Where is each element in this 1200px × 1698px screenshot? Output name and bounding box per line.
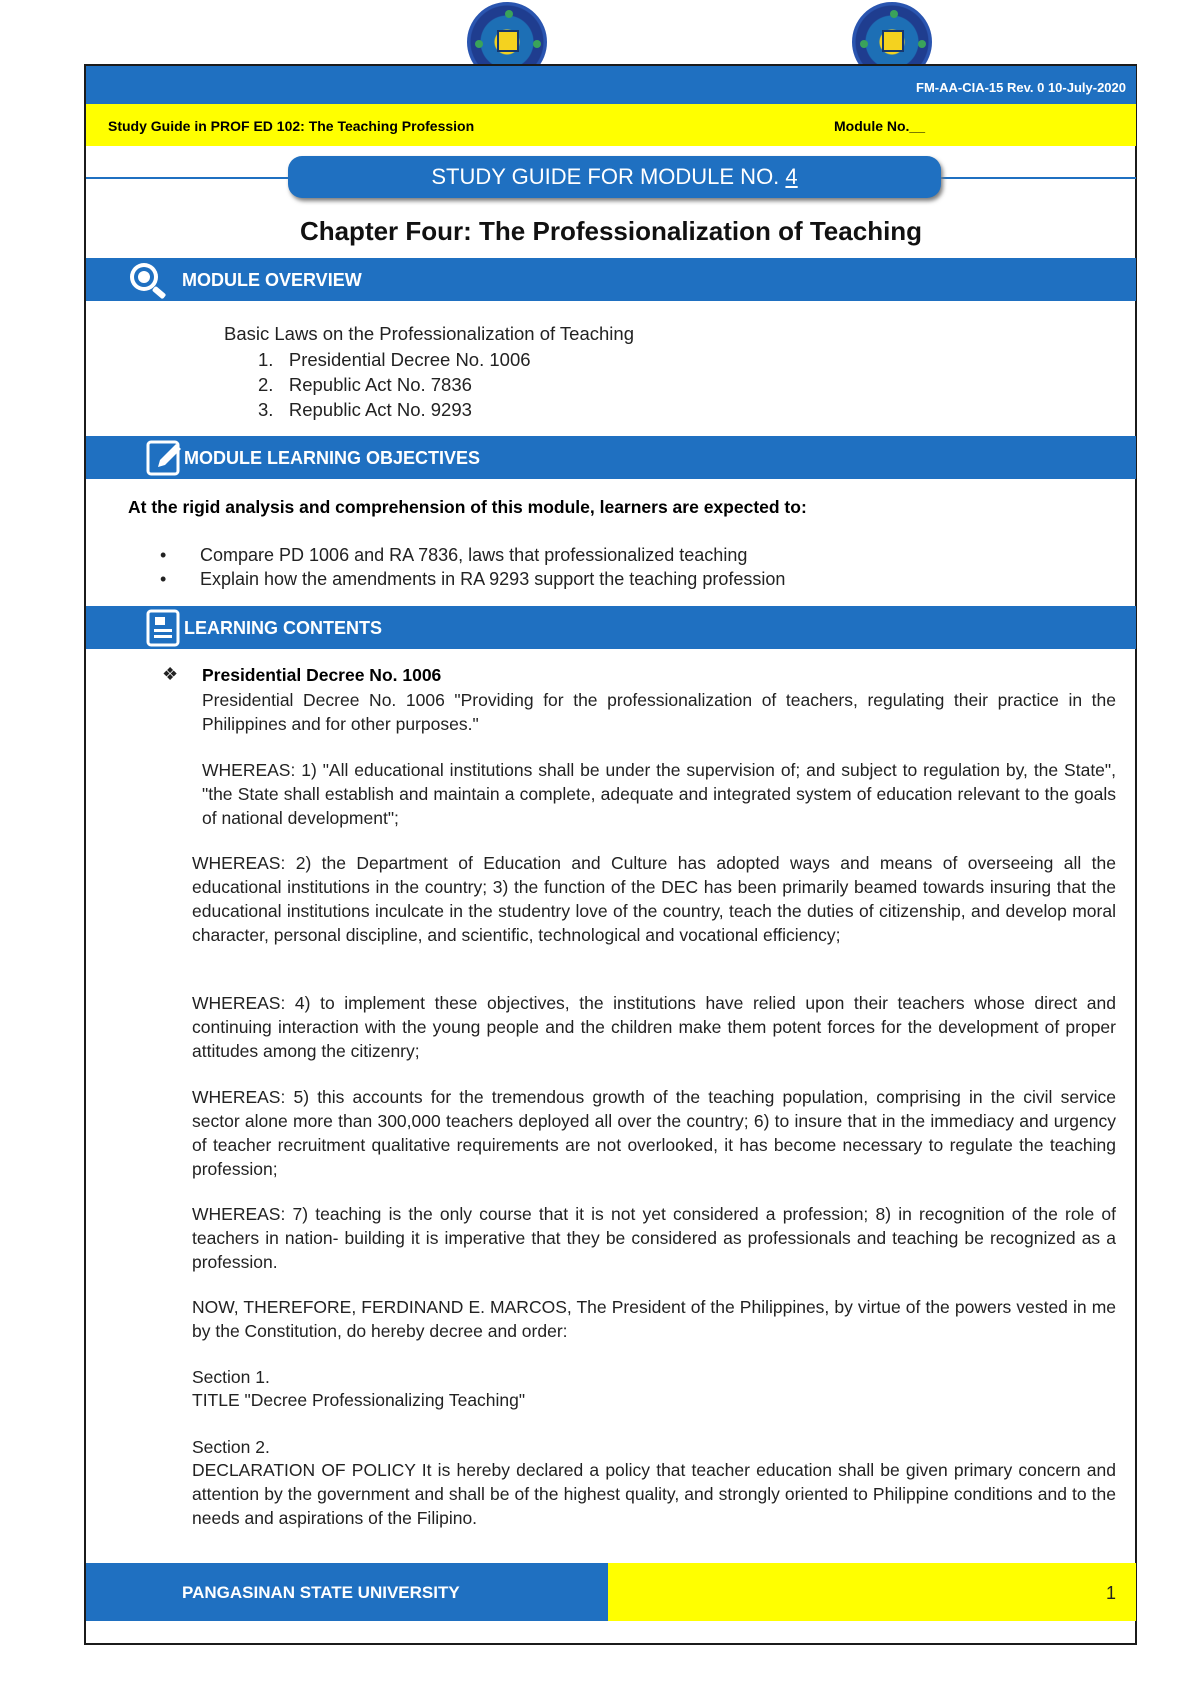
pencil-icon (146, 439, 184, 477)
banner-number: 4 (785, 164, 798, 189)
whereas-5: WHEREAS: 7) teaching is the only course that it is not yet considered a profession; 8) in recognition of the role of teachers in nation- building it is imperative that they be considered as professionals and teaching be recognized as a profession. (192, 1204, 1116, 1272)
footer-university-bar (86, 1563, 608, 1621)
now-therefore: NOW, THEREFORE, FERDINAND E. MARCOS, The President of the Philippines, by virtue of the powers vested in me by the Constitution, do hereby decree and order: (192, 1297, 1116, 1341)
footer-page-bar (608, 1563, 1136, 1621)
section-1-text: TITLE "Decree Professionalizing Teaching" (192, 1390, 526, 1410)
diamond-bullet: ❖ (162, 664, 179, 684)
list-item: 1. Presidential Decree No. 1006 (258, 349, 531, 370)
magnifier-icon (126, 260, 170, 300)
header-bar (86, 66, 1136, 104)
objectives-lead: At the rigid analysis and comprehension of this module, learners are expected to: (128, 497, 807, 517)
learning-contents-heading: LEARNING CONTENTS (184, 618, 382, 638)
banner-prefix: STUDY GUIDE FOR MODULE NO. (431, 164, 780, 189)
learning-objectives-heading: MODULE LEARNING OBJECTIVES (184, 448, 481, 468)
module-number-field: Module No.__ (834, 118, 926, 134)
banner-line-left (86, 177, 290, 179)
chapter-title: Chapter Four: The Professionalization of Teaching (299, 216, 923, 246)
module-overview-band (86, 258, 1136, 301)
overview-list (258, 347, 531, 422)
list-item: • Explain how the amendments in RA 9293 support the teaching profession (160, 569, 786, 589)
whereas-4: WHEREAS: 5) this accounts for the tremendous growth of the teaching population, comprising in the civil service sector alone more than 300,000 teachers deployed all over the country; 6) to insure that in the immediacy and urgency of teacher recruitment qualitative requirements are not overlooked, it has become necessary to regulate the teaching profession; (192, 1087, 1116, 1179)
document-icon (146, 609, 182, 647)
page-number: 1 (1105, 1583, 1116, 1603)
module-banner (288, 156, 941, 198)
section-1-label: Section 1. (192, 1367, 270, 1387)
section-2-text: DECLARATION OF POLICY It is hereby declared a policy that teacher education shall be given primary concern and attention by the government and shall be of the highest quality, and strongly oriented to Philippine conditions and to the needs and aspirations of the Filipino. (192, 1460, 1116, 1528)
decree-intro: Presidential Decree No. 1006 "Providing for the professionalization of teachers, regulating their practice in the Philippines and for other purposes." (202, 690, 1116, 734)
whereas-1: WHEREAS: 1) "All educational institutions shall be under the supervision of; and subject to regulation by, the State", "the State shall establish and maintain a complete, adequate and integrated system of education relevant to the goals of national development"; (202, 760, 1116, 828)
whereas-2: WHEREAS: 2) the Department of Education and Culture has adopted ways and means of overseeing all the educational institutions in the country; 3) the function of the DEC has been primarily beamed towards insuring that the educational institutions inculcate in the studentry love of the country, teach the duties of citizenship, and develop moral character, personal discipline, and scientific, technological and vocational efficiency; (192, 853, 1116, 945)
university-name: PANGASINAN STATE UNIVERSITY (182, 1583, 460, 1602)
list-item: • Compare PD 1006 and RA 7836, laws that professionalized teaching (160, 545, 748, 565)
whereas-3: WHEREAS: 4) to implement these objectives, the institutions have relied upon their teachers whose direct and continuing interaction with the young people and the children make them potent forces for the development of proper attitudes among the citizenry; (192, 993, 1116, 1061)
module-overview-heading: MODULE OVERVIEW (182, 270, 362, 290)
study-guide-title: Study Guide in PROF ED 102: The Teaching Profession (108, 118, 475, 134)
banner-line-right (940, 177, 1136, 179)
list-item: 3. Republic Act No. 9293 (258, 399, 472, 420)
objectives-list (160, 543, 785, 591)
list-item: 2. Republic Act No. 7836 (258, 374, 472, 395)
form-code: FM-AA-CIA-15 Rev. 0 10-July-2020 (916, 80, 1126, 95)
learning-contents-band (86, 606, 1136, 649)
section-2-label: Section 2. (192, 1437, 270, 1457)
section-title: Presidential Decree No. 1006 (202, 665, 442, 685)
overview-intro: Basic Laws on the Professionalization of Teaching (224, 323, 634, 344)
learning-objectives-band (86, 436, 1136, 479)
study-guide-bar (86, 104, 1136, 146)
